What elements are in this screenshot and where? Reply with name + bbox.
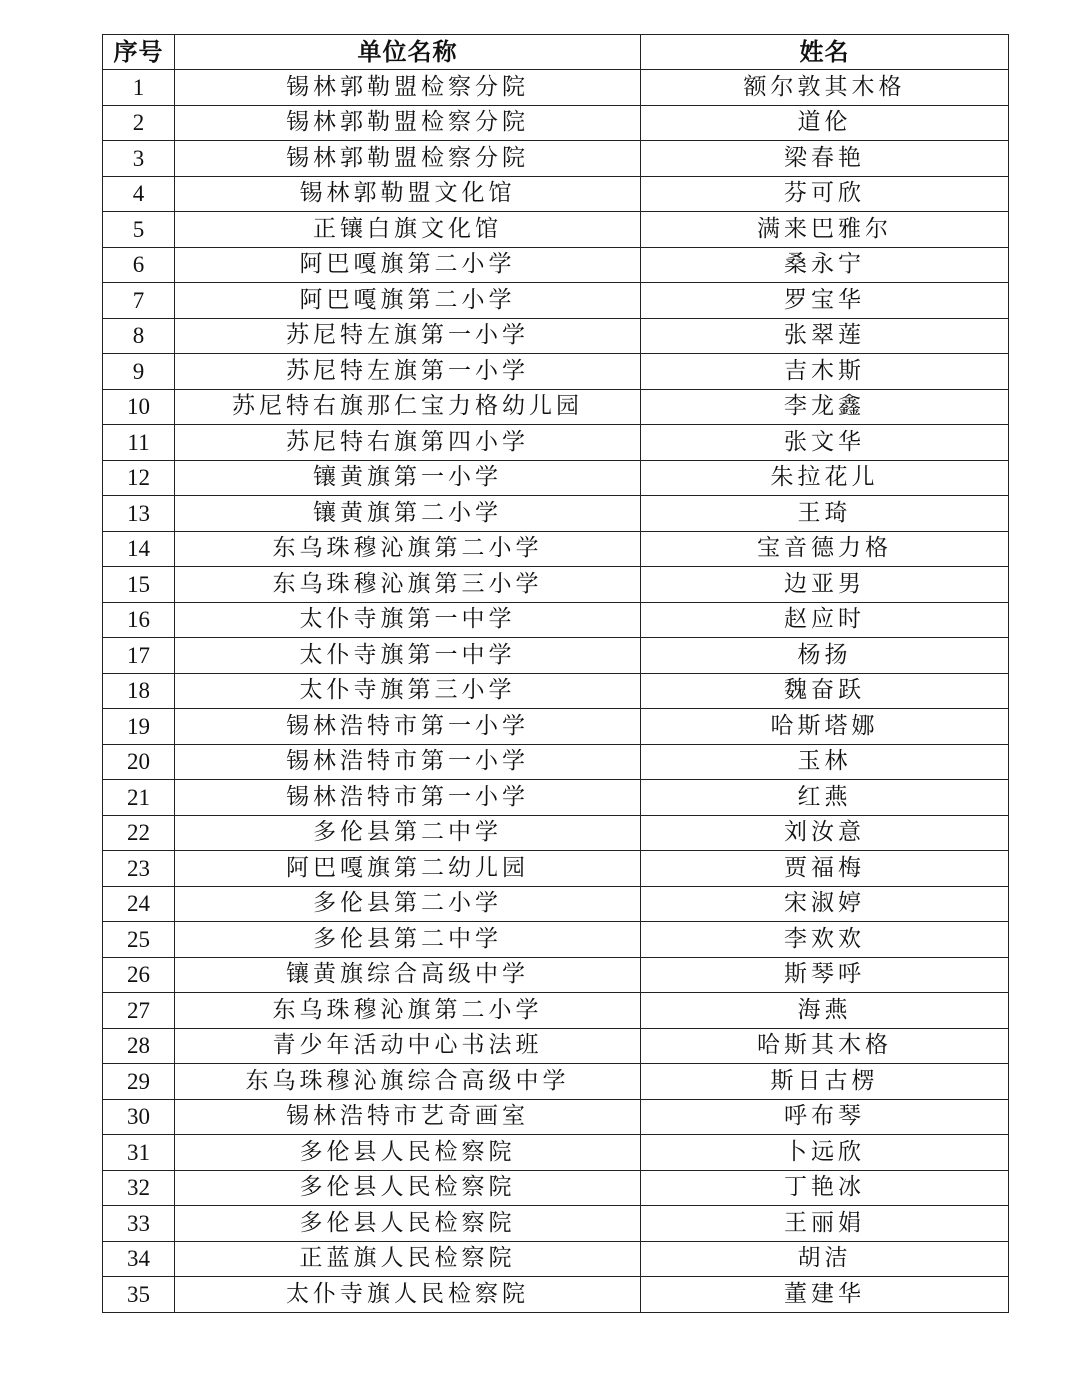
row-unit: 锡林郭勒盟检察分院: [175, 70, 641, 106]
row-index: 6: [103, 247, 175, 283]
table-row: [103, 70, 1009, 106]
row-name: 芬可欣: [641, 176, 1009, 212]
table-row: [103, 1277, 1009, 1313]
row-index: 8: [103, 318, 175, 354]
table-row: [103, 176, 1009, 212]
row-index: 34: [103, 1241, 175, 1277]
row-name: 朱拉花儿: [641, 460, 1009, 496]
row-unit: 正蓝旗人民检察院: [175, 1241, 641, 1277]
row-unit: 镶黄旗第一小学: [175, 460, 641, 496]
row-index: 1: [103, 70, 175, 106]
row-unit: 苏尼特左旗第一小学: [175, 318, 641, 354]
row-name: 王丽娟: [641, 1206, 1009, 1242]
row-unit: 锡林郭勒盟文化馆: [175, 176, 641, 212]
row-name: 刘汝意: [641, 815, 1009, 851]
header-index: 序号: [103, 35, 175, 70]
table-row: [103, 141, 1009, 177]
row-name: 杨扬: [641, 638, 1009, 674]
row-index: 3: [103, 141, 175, 177]
table-row: [103, 1206, 1009, 1242]
row-unit: 多伦县第二中学: [175, 815, 641, 851]
row-unit: 东乌珠穆沁旗第二小学: [175, 531, 641, 567]
row-unit: 多伦县人民检察院: [175, 1170, 641, 1206]
row-name: 张翠莲: [641, 318, 1009, 354]
table-row: [103, 815, 1009, 851]
row-index: 17: [103, 638, 175, 674]
table-row: [103, 1064, 1009, 1100]
table-row: [103, 531, 1009, 567]
row-name: 胡洁: [641, 1241, 1009, 1277]
table-row: [103, 993, 1009, 1029]
row-unit: 多伦县人民检察院: [175, 1135, 641, 1171]
row-unit: 太仆寺旗第三小学: [175, 673, 641, 709]
row-unit: 东乌珠穆沁旗第三小学: [175, 567, 641, 603]
row-unit: 锡林郭勒盟检察分院: [175, 105, 641, 141]
row-index: 30: [103, 1099, 175, 1135]
row-index: 29: [103, 1064, 175, 1100]
row-unit: 锡林浩特市第一小学: [175, 744, 641, 780]
row-unit: 镶黄旗综合高级中学: [175, 957, 641, 993]
row-name: 李欢欢: [641, 922, 1009, 958]
row-index: 5: [103, 212, 175, 248]
header-row: [103, 35, 1009, 70]
row-index: 4: [103, 176, 175, 212]
row-index: 32: [103, 1170, 175, 1206]
row-name: 宝音德力格: [641, 531, 1009, 567]
row-name: 董建华: [641, 1277, 1009, 1313]
row-unit: 阿巴嘎旗第二幼儿园: [175, 851, 641, 887]
row-unit: 正镶白旗文化馆: [175, 212, 641, 248]
row-unit: 镶黄旗第二小学: [175, 496, 641, 532]
row-unit: 锡林浩特市第一小学: [175, 709, 641, 745]
table-row: [103, 886, 1009, 922]
row-name: 梁春艳: [641, 141, 1009, 177]
table-row: [103, 425, 1009, 461]
row-index: 11: [103, 425, 175, 461]
row-index: 16: [103, 602, 175, 638]
table-row: [103, 247, 1009, 283]
row-name: 额尔敦其木格: [641, 70, 1009, 106]
row-name: 哈斯塔娜: [641, 709, 1009, 745]
row-index: 35: [103, 1277, 175, 1313]
table-row: [103, 212, 1009, 248]
row-index: 20: [103, 744, 175, 780]
row-unit: 苏尼特右旗第四小学: [175, 425, 641, 461]
row-index: 23: [103, 851, 175, 887]
row-unit: 苏尼特右旗那仁宝力格幼儿园: [175, 389, 641, 425]
table-row: [103, 709, 1009, 745]
name-list-table: [102, 34, 1009, 1313]
row-unit: 阿巴嘎旗第二小学: [175, 247, 641, 283]
row-unit: 多伦县第二中学: [175, 922, 641, 958]
row-name: 哈斯其木格: [641, 1028, 1009, 1064]
row-unit: 太仆寺旗第一中学: [175, 638, 641, 674]
row-name: 边亚男: [641, 567, 1009, 603]
row-name: 王琦: [641, 496, 1009, 532]
table-row: [103, 1028, 1009, 1064]
table-row: [103, 673, 1009, 709]
row-name: 斯日古楞: [641, 1064, 1009, 1100]
row-unit: 多伦县人民检察院: [175, 1206, 641, 1242]
table-row: [103, 496, 1009, 532]
row-index: 15: [103, 567, 175, 603]
row-index: 18: [103, 673, 175, 709]
row-unit: 锡林浩特市第一小学: [175, 780, 641, 816]
table-body: [103, 70, 1009, 1313]
table-row: [103, 389, 1009, 425]
row-unit: 锡林郭勒盟检察分院: [175, 141, 641, 177]
row-name: 满来巴雅尔: [641, 212, 1009, 248]
table-row: [103, 780, 1009, 816]
header-unit: 单位名称: [175, 35, 641, 70]
row-index: 25: [103, 922, 175, 958]
table-header: [103, 35, 1009, 70]
row-name: 斯琴呼: [641, 957, 1009, 993]
table-row: [103, 957, 1009, 993]
row-unit: 东乌珠穆沁旗第二小学: [175, 993, 641, 1029]
row-index: 21: [103, 780, 175, 816]
table-row: [103, 1170, 1009, 1206]
row-name: 宋淑婷: [641, 886, 1009, 922]
row-name: 呼布琴: [641, 1099, 1009, 1135]
row-unit: 青少年活动中心书法班: [175, 1028, 641, 1064]
row-index: 10: [103, 389, 175, 425]
table-row: [103, 354, 1009, 390]
row-name: 罗宝华: [641, 283, 1009, 319]
row-name: 桑永宁: [641, 247, 1009, 283]
header-name: 姓名: [641, 35, 1009, 70]
row-name: 赵应时: [641, 602, 1009, 638]
table-row: [103, 318, 1009, 354]
row-name: 玉林: [641, 744, 1009, 780]
row-index: 7: [103, 283, 175, 319]
table-row: [103, 1099, 1009, 1135]
row-index: 2: [103, 105, 175, 141]
row-unit: 阿巴嘎旗第二小学: [175, 283, 641, 319]
row-index: 31: [103, 1135, 175, 1171]
row-index: 22: [103, 815, 175, 851]
row-index: 28: [103, 1028, 175, 1064]
table-row: [103, 1241, 1009, 1277]
row-index: 19: [103, 709, 175, 745]
row-index: 12: [103, 460, 175, 496]
table-row: [103, 602, 1009, 638]
row-unit: 多伦县第二小学: [175, 886, 641, 922]
row-unit: 东乌珠穆沁旗综合高级中学: [175, 1064, 641, 1100]
table-row: [103, 283, 1009, 319]
table-row: [103, 638, 1009, 674]
table-row: [103, 567, 1009, 603]
row-name: 红燕: [641, 780, 1009, 816]
row-name: 李龙鑫: [641, 389, 1009, 425]
table-row: [103, 922, 1009, 958]
table-row: [103, 851, 1009, 887]
table-row: [103, 1135, 1009, 1171]
row-name: 张文华: [641, 425, 1009, 461]
table-row: [103, 105, 1009, 141]
row-name: 贾福梅: [641, 851, 1009, 887]
table-row: [103, 744, 1009, 780]
row-name: 吉木斯: [641, 354, 1009, 390]
row-index: 27: [103, 993, 175, 1029]
row-name: 道伦: [641, 105, 1009, 141]
row-index: 14: [103, 531, 175, 567]
row-name: 魏奋跃: [641, 673, 1009, 709]
row-name: 丁艳冰: [641, 1170, 1009, 1206]
row-name: 海燕: [641, 993, 1009, 1029]
row-index: 13: [103, 496, 175, 532]
row-index: 9: [103, 354, 175, 390]
row-unit: 苏尼特左旗第一小学: [175, 354, 641, 390]
row-index: 33: [103, 1206, 175, 1242]
row-name: 卜远欣: [641, 1135, 1009, 1171]
row-index: 24: [103, 886, 175, 922]
row-unit: 太仆寺旗人民检察院: [175, 1277, 641, 1313]
row-unit: 锡林浩特市艺奇画室: [175, 1099, 641, 1135]
row-unit: 太仆寺旗第一中学: [175, 602, 641, 638]
row-index: 26: [103, 957, 175, 993]
table-row: [103, 460, 1009, 496]
